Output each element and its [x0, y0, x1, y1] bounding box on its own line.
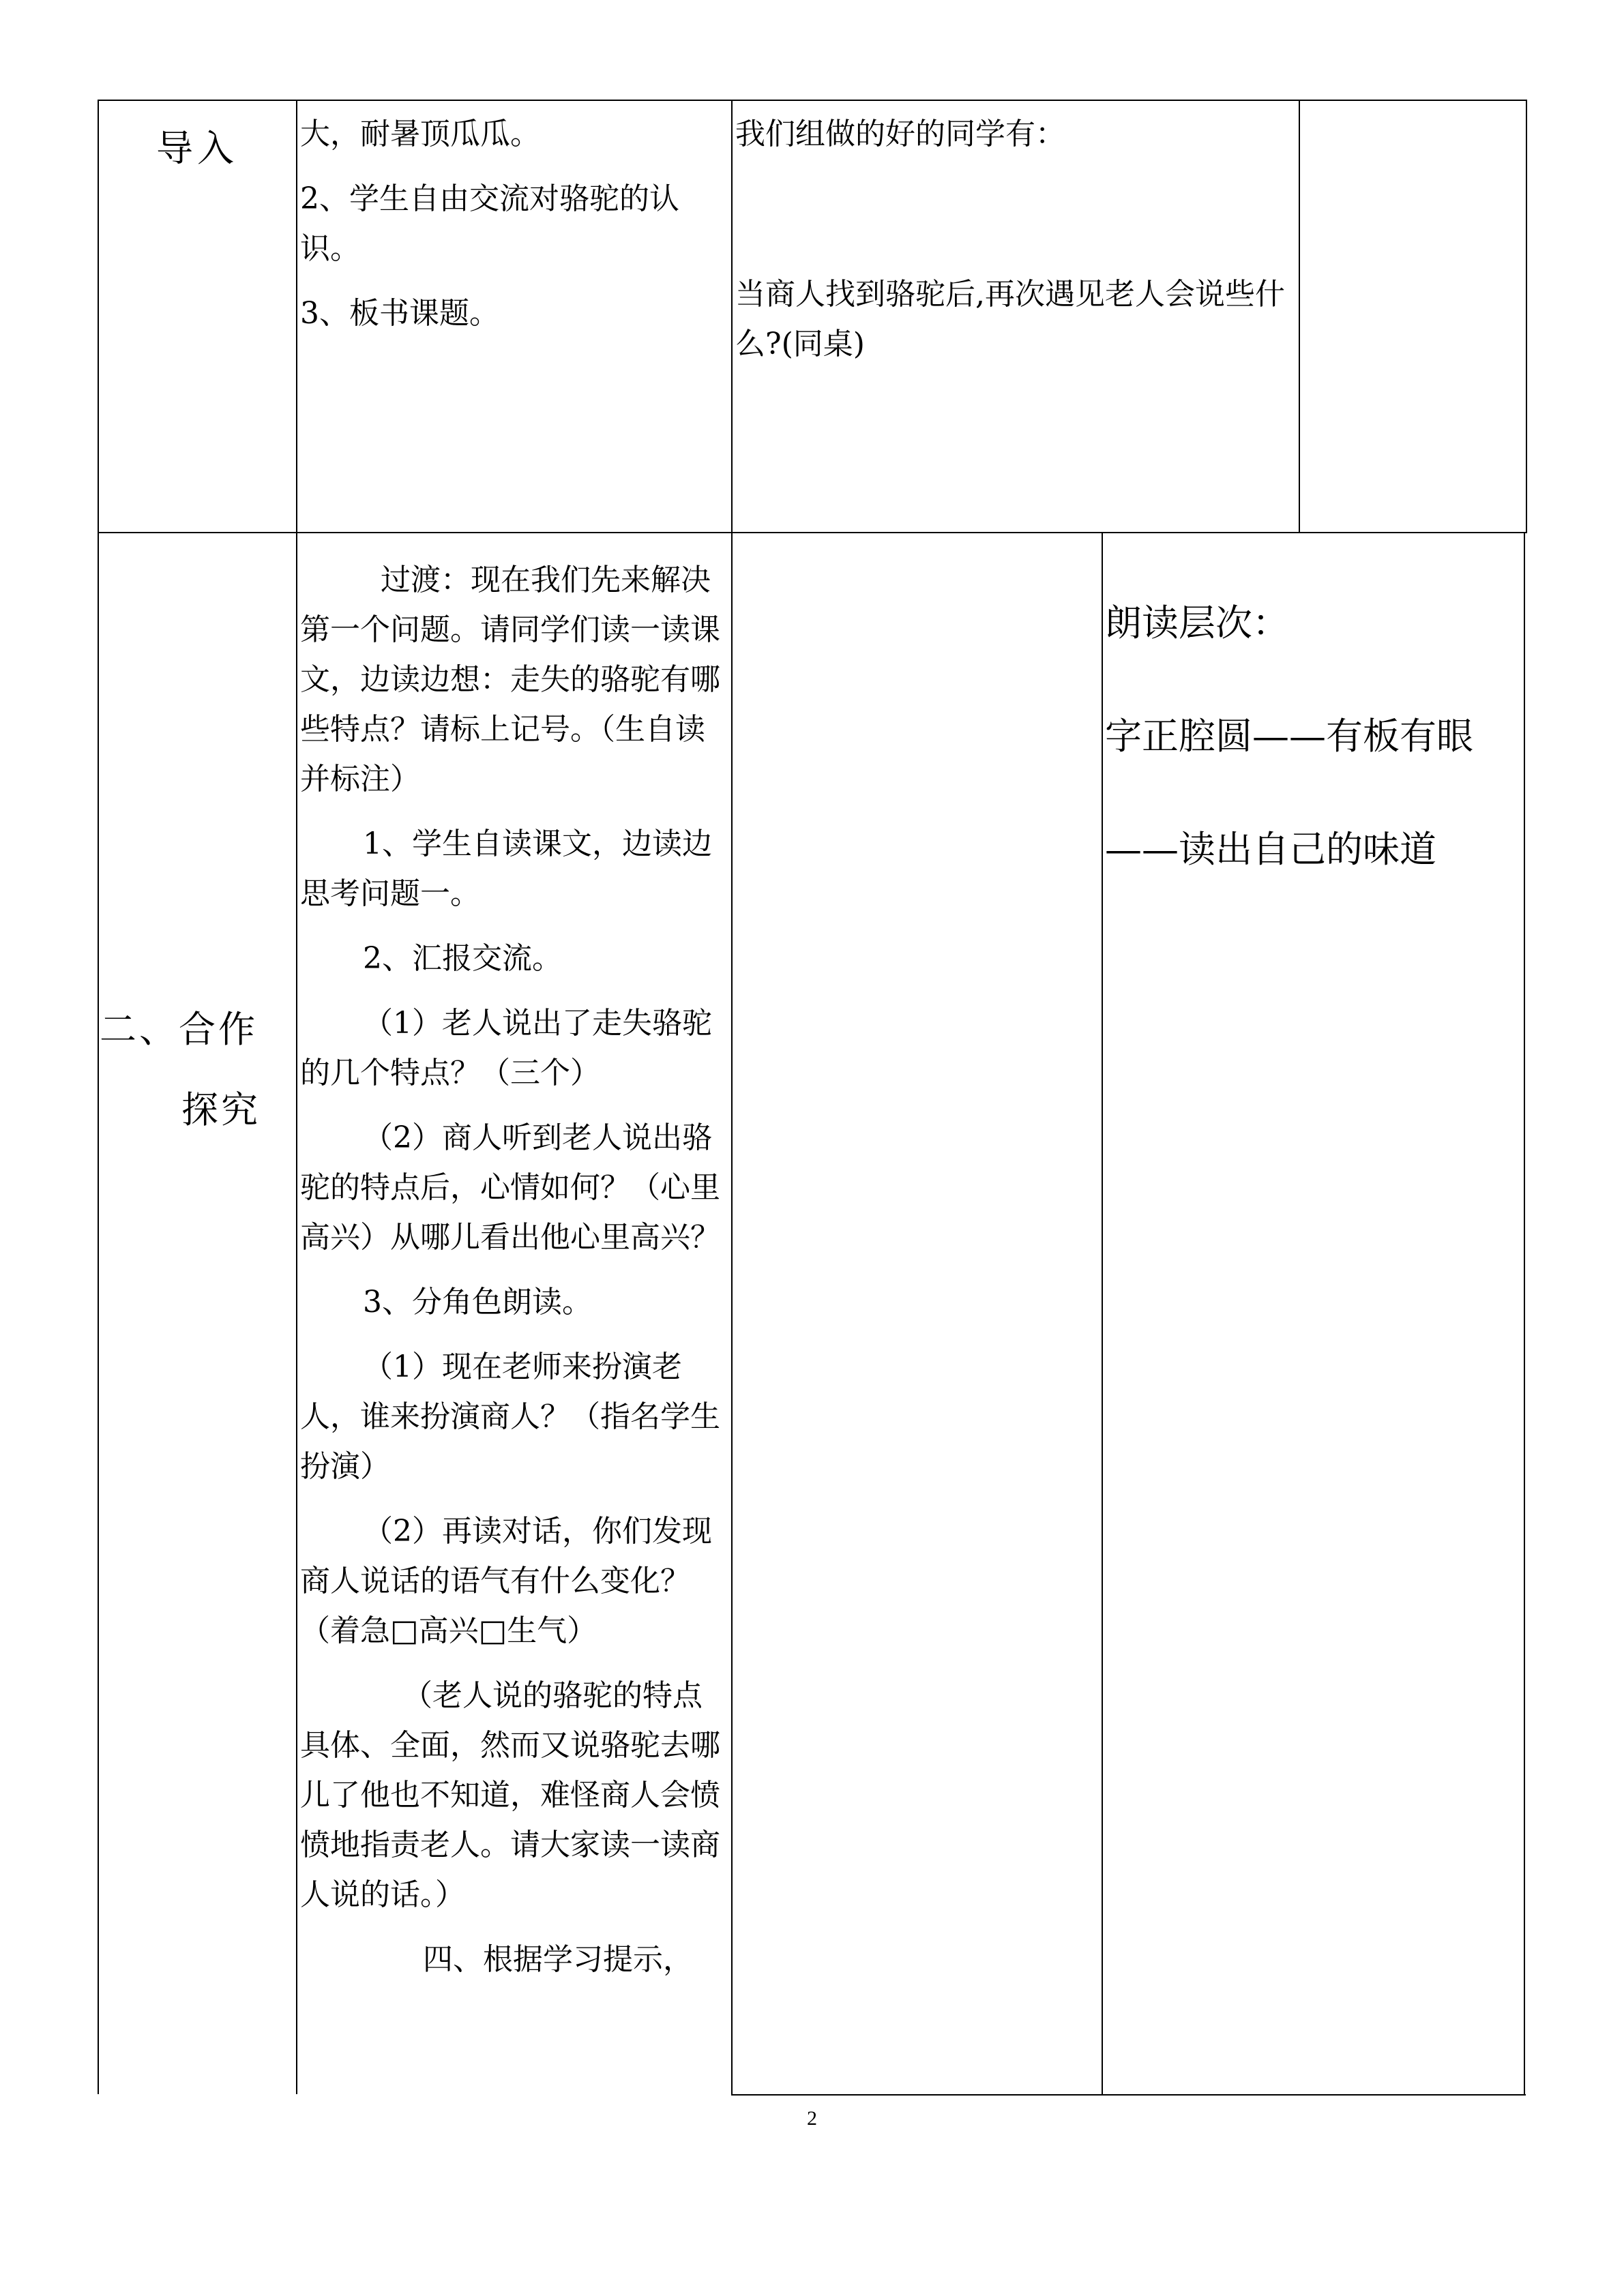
row2-process-paragraph: 3、分角色朗读。 — [363, 1285, 592, 1320]
row2-process-paragraph: （1）现在老师来扮演老人，谁来扮演商人？（指名学生扮演） — [300, 1350, 720, 1484]
row2-label-cell — [100, 535, 295, 1137]
row2-activity-cell — [735, 535, 1099, 2092]
row1-activity-line: 当商人找到骆驼后,再次遇见老人会说些什么?(同桌) — [735, 277, 1285, 361]
row1-process-line: 大，耐暑顶瓜瓜。 — [300, 117, 540, 151]
row2-process-paragraph: （1）老人说出了走失骆驼的几个特点？（三个） — [300, 1006, 712, 1090]
col-border-right-row2 — [1524, 532, 1525, 2095]
row1-activity-cell — [735, 102, 1296, 369]
row1-process-cell — [300, 102, 728, 338]
col-border-left — [98, 100, 99, 2094]
row2-notes-cell — [1105, 535, 1522, 877]
row2-stage-label-line2: 探究 — [181, 1088, 261, 1131]
table-bottom-border-right — [731, 2094, 1526, 2096]
table-top-border — [98, 100, 1527, 101]
col-border-1 — [296, 100, 297, 2094]
row1-activity-line: 我们组做的好的同学有： — [735, 117, 1065, 151]
row2-process-paragraph: 四、根据学习提示， — [423, 1942, 693, 1977]
row2-process-cell — [300, 535, 728, 1984]
row2-process-paragraph: （老人说的骆驼的特点具体、全面，然而又说骆驼去哪儿了他也不知道，难怪商人会愤愤地指责老人。请大家读一读商人说的话。） — [300, 1678, 720, 1912]
row2-reading-level-line: 字正腔圆——有板有眼 — [1105, 715, 1473, 758]
row2-process-paragraph: 2、汇报交流。 — [363, 941, 562, 976]
col-border-2 — [731, 100, 733, 2095]
row1-label-cell — [100, 102, 295, 176]
col-border-3-row2 — [1102, 532, 1103, 2095]
row1-notes-cell — [1301, 102, 1524, 531]
col-border-3-row1 — [1299, 100, 1300, 533]
row1-process-line: 2、学生自由交流对骆驼的认识。 — [300, 181, 679, 266]
row2-reading-levels-title: 朗读层次： — [1105, 601, 1289, 644]
row2-stage-label-line1: 二、合作 — [100, 1008, 258, 1051]
col-border-right-row1 — [1526, 100, 1527, 533]
row2-process-paragraph: 过渡：现在我们先来解决第一个问题。请同学们读一读课文，边读边想：走失的骆驼有哪些特点？请标上记号。（生自读并标注） — [300, 563, 720, 796]
row2-process-paragraph: （2）再读对话，你们发现商人说话的语气有什么变化？（着急□高兴□生气） — [300, 1514, 712, 1648]
row2-reading-level-line: ——读出自己的味道 — [1105, 828, 1436, 871]
row2-process-paragraph: （2）商人听到老人说出骆驼的特点后，心情如何？（心里高兴）从哪儿看出他心里高兴？ — [300, 1120, 720, 1255]
page-number: 2 — [807, 2107, 817, 2130]
row1-process-line: 3、板书课题。 — [300, 296, 499, 331]
row1-stage-label: 导入 — [156, 127, 238, 170]
row-divider — [98, 532, 1527, 533]
row2-process-paragraph: 1、学生自读课文，边读边思考问题一。 — [300, 826, 712, 911]
